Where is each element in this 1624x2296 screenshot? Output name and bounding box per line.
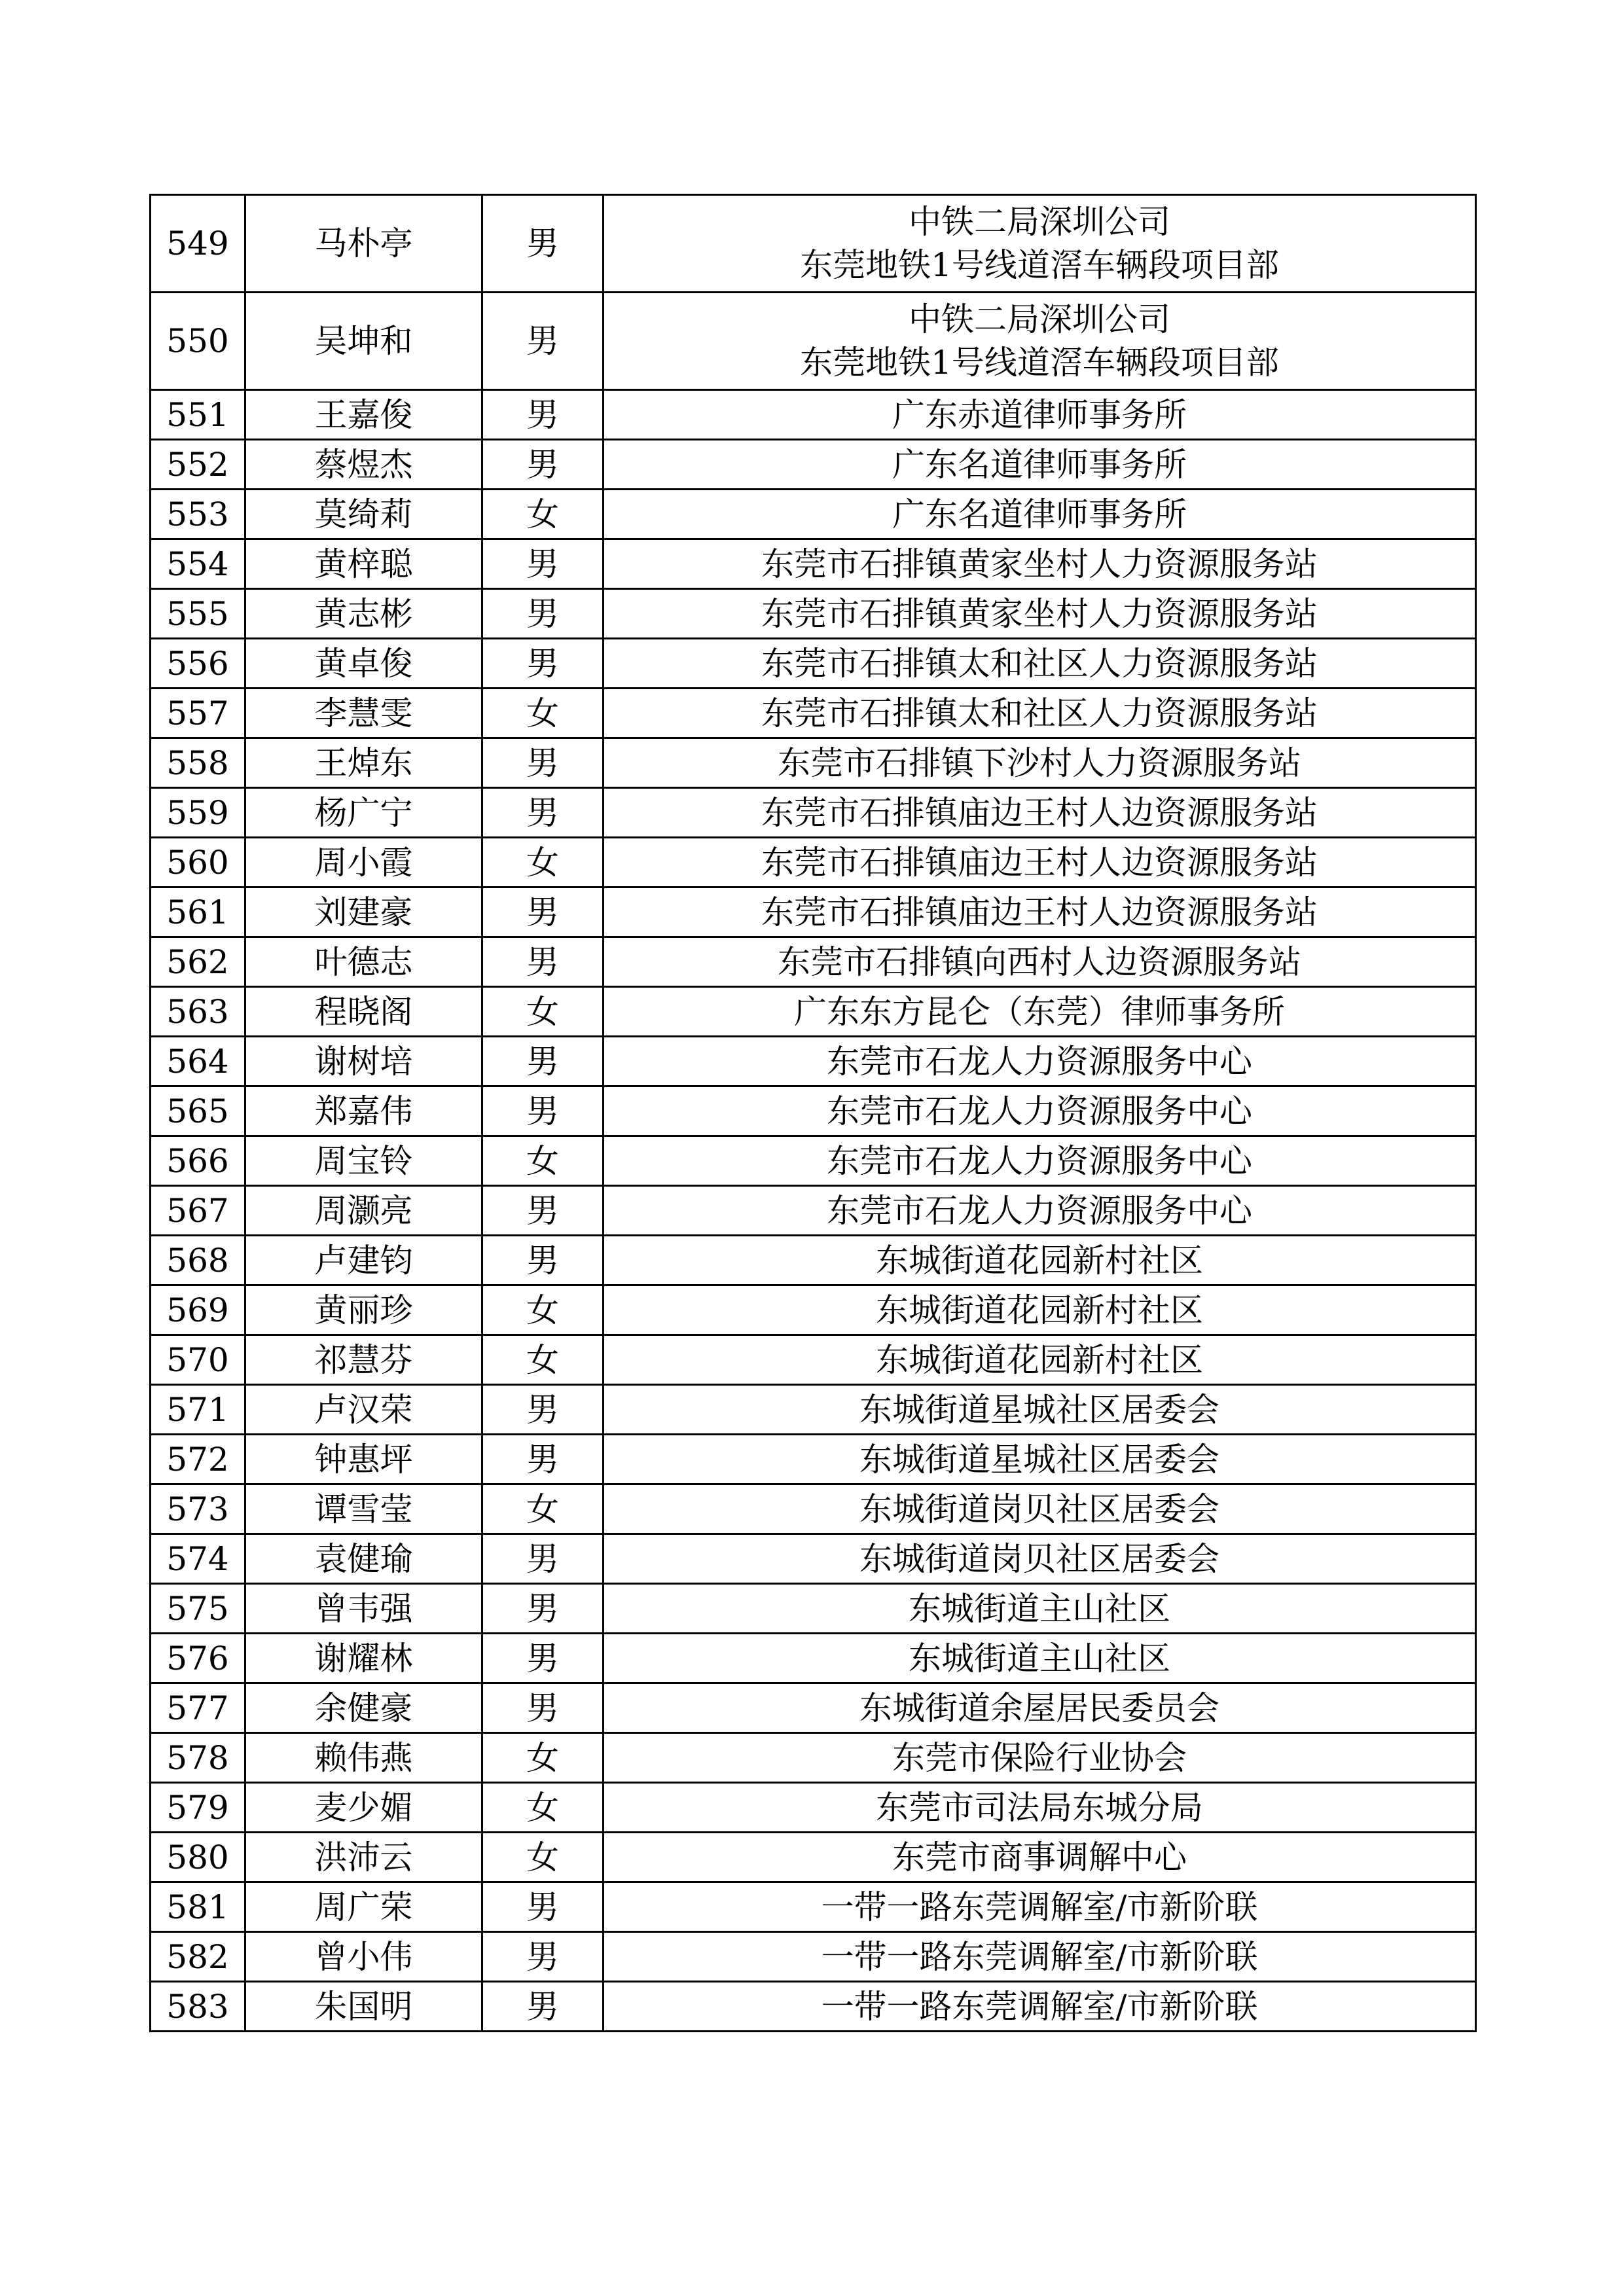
organization-cell — [604, 1982, 1476, 2032]
row-number-cell: 573 — [151, 1484, 245, 1534]
organization-cell — [604, 838, 1476, 888]
gender-cell: 男 — [482, 440, 604, 490]
organization-cell — [604, 1783, 1476, 1833]
organization-cell — [604, 888, 1476, 937]
gender-cell: 男 — [482, 1932, 604, 1982]
gender-cell: 男 — [482, 390, 604, 440]
gender-cell: 男 — [482, 1634, 604, 1683]
gender-cell: 男 — [482, 738, 604, 788]
organization-cell — [604, 195, 1476, 293]
organization-line: 广东赤道律师事务所 — [892, 395, 1187, 434]
row-number-cell: 580 — [151, 1833, 245, 1882]
organization-line: 东莞市石排镇黄家坐村人力资源服务站 — [761, 594, 1318, 633]
gender-cell: 男 — [482, 1982, 604, 2032]
name-cell: 赖伟燕 — [245, 1733, 482, 1783]
organization-line: 东城街道主山社区 — [909, 1639, 1170, 1677]
name-cell: 麦少媚 — [245, 1783, 482, 1833]
table-row — [151, 1136, 1476, 1186]
organization-cell — [604, 1733, 1476, 1783]
table-row — [151, 1534, 1476, 1584]
name-cell: 李慧雯 — [245, 689, 482, 738]
name-cell: 祁慧芬 — [245, 1335, 482, 1385]
table-row — [151, 1733, 1476, 1783]
name-cell: 谢树培 — [245, 1037, 482, 1086]
gender-cell: 男 — [482, 1534, 604, 1584]
table-row — [151, 589, 1476, 639]
organization-line: 东莞市石龙人力资源服务中心 — [827, 1141, 1252, 1180]
row-number-cell: 567 — [151, 1186, 245, 1236]
row-number-cell: 565 — [151, 1086, 245, 1136]
organization-cell — [604, 1534, 1476, 1584]
organization-cell — [604, 1136, 1476, 1186]
table-row — [151, 440, 1476, 490]
organization-line: 东莞市石排镇向西村人边资源服务站 — [778, 942, 1301, 981]
organization-cell — [604, 937, 1476, 987]
table-row — [151, 1037, 1476, 1086]
organization-cell — [604, 1584, 1476, 1634]
organization-line: 东莞地铁1号线道滘车辆段项目部 — [800, 246, 1279, 284]
table-row — [151, 1435, 1476, 1484]
organization-cell — [604, 1932, 1476, 1982]
gender-cell: 男 — [482, 1086, 604, 1136]
row-number-cell: 569 — [151, 1285, 245, 1335]
gender-cell: 女 — [482, 1733, 604, 1783]
organization-cell — [604, 738, 1476, 788]
organization-line: 东莞市石龙人力资源服务中心 — [827, 1191, 1252, 1230]
table-row — [151, 390, 1476, 440]
gender-cell: 女 — [482, 1335, 604, 1385]
organization-line: 东城街道星城社区居委会 — [859, 1390, 1219, 1429]
name-cell: 马朴亭 — [245, 195, 482, 293]
row-number-cell: 554 — [151, 539, 245, 589]
table-row — [151, 1484, 1476, 1534]
row-number-cell: 558 — [151, 738, 245, 788]
row-number-cell: 574 — [151, 1534, 245, 1584]
organization-line: 中铁二局深圳公司 — [909, 300, 1170, 338]
row-number-cell: 566 — [151, 1136, 245, 1186]
organization-cell — [604, 539, 1476, 589]
row-number-cell: 579 — [151, 1783, 245, 1833]
organization-line: 东城街道花园新村社区 — [876, 1241, 1203, 1280]
organization-line: 中铁二局深圳公司 — [909, 203, 1170, 241]
table-row — [151, 689, 1476, 738]
name-cell: 周广荣 — [245, 1882, 482, 1932]
row-number-cell: 583 — [151, 1982, 245, 2032]
row-number-cell: 578 — [151, 1733, 245, 1783]
table-row — [151, 937, 1476, 987]
row-number-cell: 568 — [151, 1236, 245, 1285]
organization-line: 东城街道花园新村社区 — [876, 1340, 1203, 1379]
name-cell: 朱国明 — [245, 1982, 482, 2032]
name-cell: 蔡煜杰 — [245, 440, 482, 490]
gender-cell: 男 — [482, 589, 604, 639]
organization-cell — [604, 1634, 1476, 1683]
organization-line: 东城街道岗贝社区居委会 — [859, 1539, 1219, 1578]
gender-cell: 女 — [482, 1285, 604, 1335]
organization-line: 广东名道律师事务所 — [892, 445, 1187, 484]
table-row — [151, 293, 1476, 390]
name-cell: 黄志彬 — [245, 589, 482, 639]
name-cell: 谢耀林 — [245, 1634, 482, 1683]
name-cell: 袁健瑜 — [245, 1534, 482, 1584]
table-row — [151, 1882, 1476, 1932]
name-cell: 程晓阁 — [245, 987, 482, 1037]
row-number-cell: 582 — [151, 1932, 245, 1982]
organization-cell — [604, 788, 1476, 838]
organization-cell — [604, 639, 1476, 689]
gender-cell: 男 — [482, 1186, 604, 1236]
organization-cell — [604, 1882, 1476, 1932]
name-cell: 曾韦强 — [245, 1584, 482, 1634]
gender-cell: 男 — [482, 195, 604, 293]
name-cell: 谭雪莹 — [245, 1484, 482, 1534]
table-row — [151, 639, 1476, 689]
name-cell: 余健豪 — [245, 1683, 482, 1733]
gender-cell: 女 — [482, 838, 604, 888]
row-number-cell: 559 — [151, 788, 245, 838]
name-cell: 卢汉荣 — [245, 1385, 482, 1435]
gender-cell: 男 — [482, 1683, 604, 1733]
gender-cell: 男 — [482, 1037, 604, 1086]
name-cell: 洪沛云 — [245, 1833, 482, 1882]
organization-line: 广东东方昆仑（东莞）律师事务所 — [794, 992, 1285, 1031]
table-row — [151, 738, 1476, 788]
organization-cell — [604, 987, 1476, 1037]
table-row — [151, 1982, 1476, 2032]
name-cell: 曾小伟 — [245, 1932, 482, 1982]
row-number-cell: 581 — [151, 1882, 245, 1932]
table-row — [151, 1285, 1476, 1335]
organization-line: 东莞市石排镇下沙村人力资源服务站 — [778, 744, 1301, 782]
row-number-cell: 556 — [151, 639, 245, 689]
gender-cell: 男 — [482, 1882, 604, 1932]
organization-cell — [604, 689, 1476, 738]
row-number-cell: 562 — [151, 937, 245, 987]
table-row — [151, 788, 1476, 838]
organization-line: 东城街道星城社区居委会 — [859, 1440, 1219, 1479]
organization-cell — [604, 1285, 1476, 1335]
organization-cell — [604, 589, 1476, 639]
table-row — [151, 1584, 1476, 1634]
organization-line: 东莞市石排镇庙边王村人边资源服务站 — [761, 793, 1318, 832]
organization-cell — [604, 1186, 1476, 1236]
roster-body — [151, 195, 1476, 2032]
organization-line: 东莞市石排镇太和社区人力资源服务站 — [761, 694, 1318, 732]
table-row — [151, 987, 1476, 1037]
organization-line: 东莞市司法局东城分局 — [876, 1788, 1203, 1827]
organization-cell — [604, 1385, 1476, 1435]
row-number-cell: 561 — [151, 888, 245, 937]
organization-cell — [604, 293, 1476, 390]
gender-cell: 男 — [482, 1584, 604, 1634]
organization-line: 东城街道岗贝社区居委会 — [859, 1490, 1219, 1528]
table-row — [151, 1086, 1476, 1136]
organization-cell — [604, 1435, 1476, 1484]
table-row — [151, 539, 1476, 589]
row-number-cell: 557 — [151, 689, 245, 738]
table-row — [151, 1186, 1476, 1236]
gender-cell: 女 — [482, 1136, 604, 1186]
table-row — [151, 1634, 1476, 1683]
organization-line: 东莞市石排镇太和社区人力资源服务站 — [761, 644, 1318, 683]
row-number-cell: 570 — [151, 1335, 245, 1385]
table-row — [151, 1335, 1476, 1385]
organization-line: 东莞市石排镇黄家坐村人力资源服务站 — [761, 545, 1318, 583]
gender-cell: 男 — [482, 639, 604, 689]
name-cell: 莫绮莉 — [245, 490, 482, 539]
row-number-cell: 555 — [151, 589, 245, 639]
organization-line: 广东名道律师事务所 — [892, 495, 1187, 533]
gender-cell: 男 — [482, 293, 604, 390]
organization-cell — [604, 1086, 1476, 1136]
row-number-cell: 577 — [151, 1683, 245, 1733]
table-row — [151, 490, 1476, 539]
roster-table — [149, 194, 1477, 2032]
table-row — [151, 1932, 1476, 1982]
table-row — [151, 1385, 1476, 1435]
organization-line: 东城街道花园新村社区 — [876, 1291, 1203, 1329]
table-row — [151, 838, 1476, 888]
gender-cell: 女 — [482, 490, 604, 539]
organization-cell — [604, 490, 1476, 539]
organization-cell — [604, 390, 1476, 440]
organization-line: 东莞市保险行业协会 — [892, 1738, 1187, 1777]
table-row — [151, 1683, 1476, 1733]
name-cell: 黄丽珍 — [245, 1285, 482, 1335]
organization-line: 东莞地铁1号线道滘车辆段项目部 — [800, 344, 1279, 382]
gender-cell: 男 — [482, 1236, 604, 1285]
gender-cell: 女 — [482, 1833, 604, 1882]
organization-line: 东莞市石排镇庙边王村人边资源服务站 — [761, 843, 1318, 882]
gender-cell: 女 — [482, 1783, 604, 1833]
organization-line: 东城街道主山社区 — [909, 1589, 1170, 1628]
name-cell: 周宝铃 — [245, 1136, 482, 1186]
organization-line: 东莞市石龙人力资源服务中心 — [827, 1092, 1252, 1130]
row-number-cell: 564 — [151, 1037, 245, 1086]
gender-cell: 男 — [482, 788, 604, 838]
name-cell: 刘建豪 — [245, 888, 482, 937]
organization-cell — [604, 1833, 1476, 1882]
organization-cell — [604, 1236, 1476, 1285]
gender-cell: 男 — [482, 1435, 604, 1484]
gender-cell: 男 — [482, 539, 604, 589]
table-row — [151, 1236, 1476, 1285]
organization-line: 一带一路东莞调解室/市新阶联 — [821, 1888, 1258, 1926]
name-cell: 杨广宁 — [245, 788, 482, 838]
gender-cell: 女 — [482, 1484, 604, 1534]
table-row — [151, 195, 1476, 293]
organization-line: 一带一路东莞调解室/市新阶联 — [821, 1987, 1258, 2026]
name-cell: 黄梓聪 — [245, 539, 482, 589]
organization-line: 东莞市石排镇庙边王村人边资源服务站 — [761, 893, 1318, 931]
name-cell: 周灏亮 — [245, 1186, 482, 1236]
name-cell: 黄卓俊 — [245, 639, 482, 689]
gender-cell: 男 — [482, 937, 604, 987]
name-cell: 叶德志 — [245, 937, 482, 987]
row-number-cell: 575 — [151, 1584, 245, 1634]
gender-cell: 女 — [482, 689, 604, 738]
row-number-cell: 549 — [151, 195, 245, 293]
row-number-cell: 576 — [151, 1634, 245, 1683]
organization-line: 东莞市石龙人力资源服务中心 — [827, 1042, 1252, 1081]
name-cell: 周小霞 — [245, 838, 482, 888]
organization-cell — [604, 1484, 1476, 1534]
row-number-cell: 571 — [151, 1385, 245, 1435]
row-number-cell: 551 — [151, 390, 245, 440]
row-number-cell: 572 — [151, 1435, 245, 1484]
row-number-cell: 553 — [151, 490, 245, 539]
row-number-cell: 563 — [151, 987, 245, 1037]
gender-cell: 男 — [482, 1385, 604, 1435]
organization-cell — [604, 1683, 1476, 1733]
row-number-cell: 552 — [151, 440, 245, 490]
table-row — [151, 1833, 1476, 1882]
name-cell: 卢建钧 — [245, 1236, 482, 1285]
organization-cell — [604, 440, 1476, 490]
organization-cell — [604, 1335, 1476, 1385]
row-number-cell: 550 — [151, 293, 245, 390]
organization-line: 一带一路东莞调解室/市新阶联 — [821, 1937, 1258, 1976]
row-number-cell: 560 — [151, 838, 245, 888]
table-row — [151, 888, 1476, 937]
name-cell: 郑嘉伟 — [245, 1086, 482, 1136]
name-cell: 钟惠坪 — [245, 1435, 482, 1484]
gender-cell: 女 — [482, 987, 604, 1037]
organization-cell — [604, 1037, 1476, 1086]
gender-cell: 男 — [482, 888, 604, 937]
name-cell: 王焯东 — [245, 738, 482, 788]
organization-line: 东城街道余屋居民委员会 — [859, 1689, 1219, 1727]
name-cell: 吴坤和 — [245, 293, 482, 390]
table-row — [151, 1783, 1476, 1833]
name-cell: 王嘉俊 — [245, 390, 482, 440]
organization-line: 东莞市商事调解中心 — [892, 1838, 1187, 1876]
